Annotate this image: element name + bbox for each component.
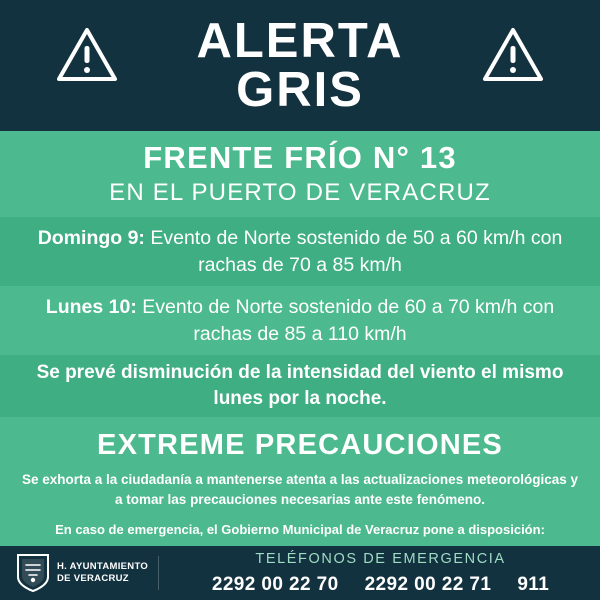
poster-footer bbox=[0, 546, 600, 600]
event-subtitle: EN EL PUERTO DE VERACRUZ bbox=[109, 178, 491, 206]
forecast-note-row bbox=[0, 355, 600, 417]
institution-name bbox=[57, 561, 148, 585]
veracruz-coat-of-arms-icon bbox=[16, 553, 50, 593]
emergency-phones-label: TELÉFONOS DE EMERGENCIA bbox=[255, 550, 506, 567]
emergency-phones bbox=[175, 551, 586, 596]
title-line-2: GRIS bbox=[236, 62, 364, 117]
precautions-section bbox=[0, 417, 600, 546]
forecast-detail: Evento de Norte sostenido de 50 a 60 km/h con rachas de 70 a 85 km/h bbox=[144, 226, 563, 276]
institution-name-line-2: DE VERACRUZ bbox=[57, 573, 129, 584]
phone-number[interactable]: 911 bbox=[517, 573, 550, 595]
warning-triangle-icon bbox=[482, 26, 544, 84]
forecast-day-label: Domingo 9: bbox=[37, 226, 145, 249]
event-banner bbox=[0, 131, 600, 217]
forecast-detail: Evento de Norte sostenido de 60 a 70 km/h con rachas de 85 a 110 km/h bbox=[136, 295, 555, 345]
forecast-row bbox=[0, 217, 600, 286]
forecast-text bbox=[28, 294, 573, 348]
poster-header bbox=[0, 0, 600, 131]
forecast-text bbox=[28, 225, 573, 279]
event-title: FRENTE FRÍO N° 13 bbox=[143, 140, 457, 176]
emergency-note: En caso de emergencia, el Gobierno Municipal de Veracruz pone a disposición: bbox=[55, 522, 545, 538]
precautions-text: Se exhorta a la ciudadanía a mantenerse atenta a las actualizaciones meteorológicas y a tomar las precauciones necesarias ante este fenómeno. bbox=[22, 472, 578, 507]
warning-triangle-icon bbox=[56, 26, 118, 84]
precautions-title: EXTREME PRECAUCIONES bbox=[97, 429, 503, 461]
forecast-day-label: Lunes 10: bbox=[45, 295, 137, 318]
title-line-1: ALERTA bbox=[196, 14, 404, 69]
forecast-row bbox=[0, 286, 600, 355]
phone-number[interactable]: 2292 00 22 70 bbox=[211, 573, 339, 595]
page-title bbox=[106, 14, 493, 117]
institution-name-line-1: H. AYUNTAMIENTO bbox=[57, 561, 149, 573]
phone-number[interactable]: 2292 00 22 71 bbox=[364, 573, 492, 595]
emergency-phones-row bbox=[212, 574, 549, 596]
footer-divider bbox=[158, 556, 159, 590]
institution-logo bbox=[16, 553, 148, 593]
forecast-note: Se prevé disminución de la intensidad del viento el mismo lunes por la noche. bbox=[36, 361, 564, 409]
